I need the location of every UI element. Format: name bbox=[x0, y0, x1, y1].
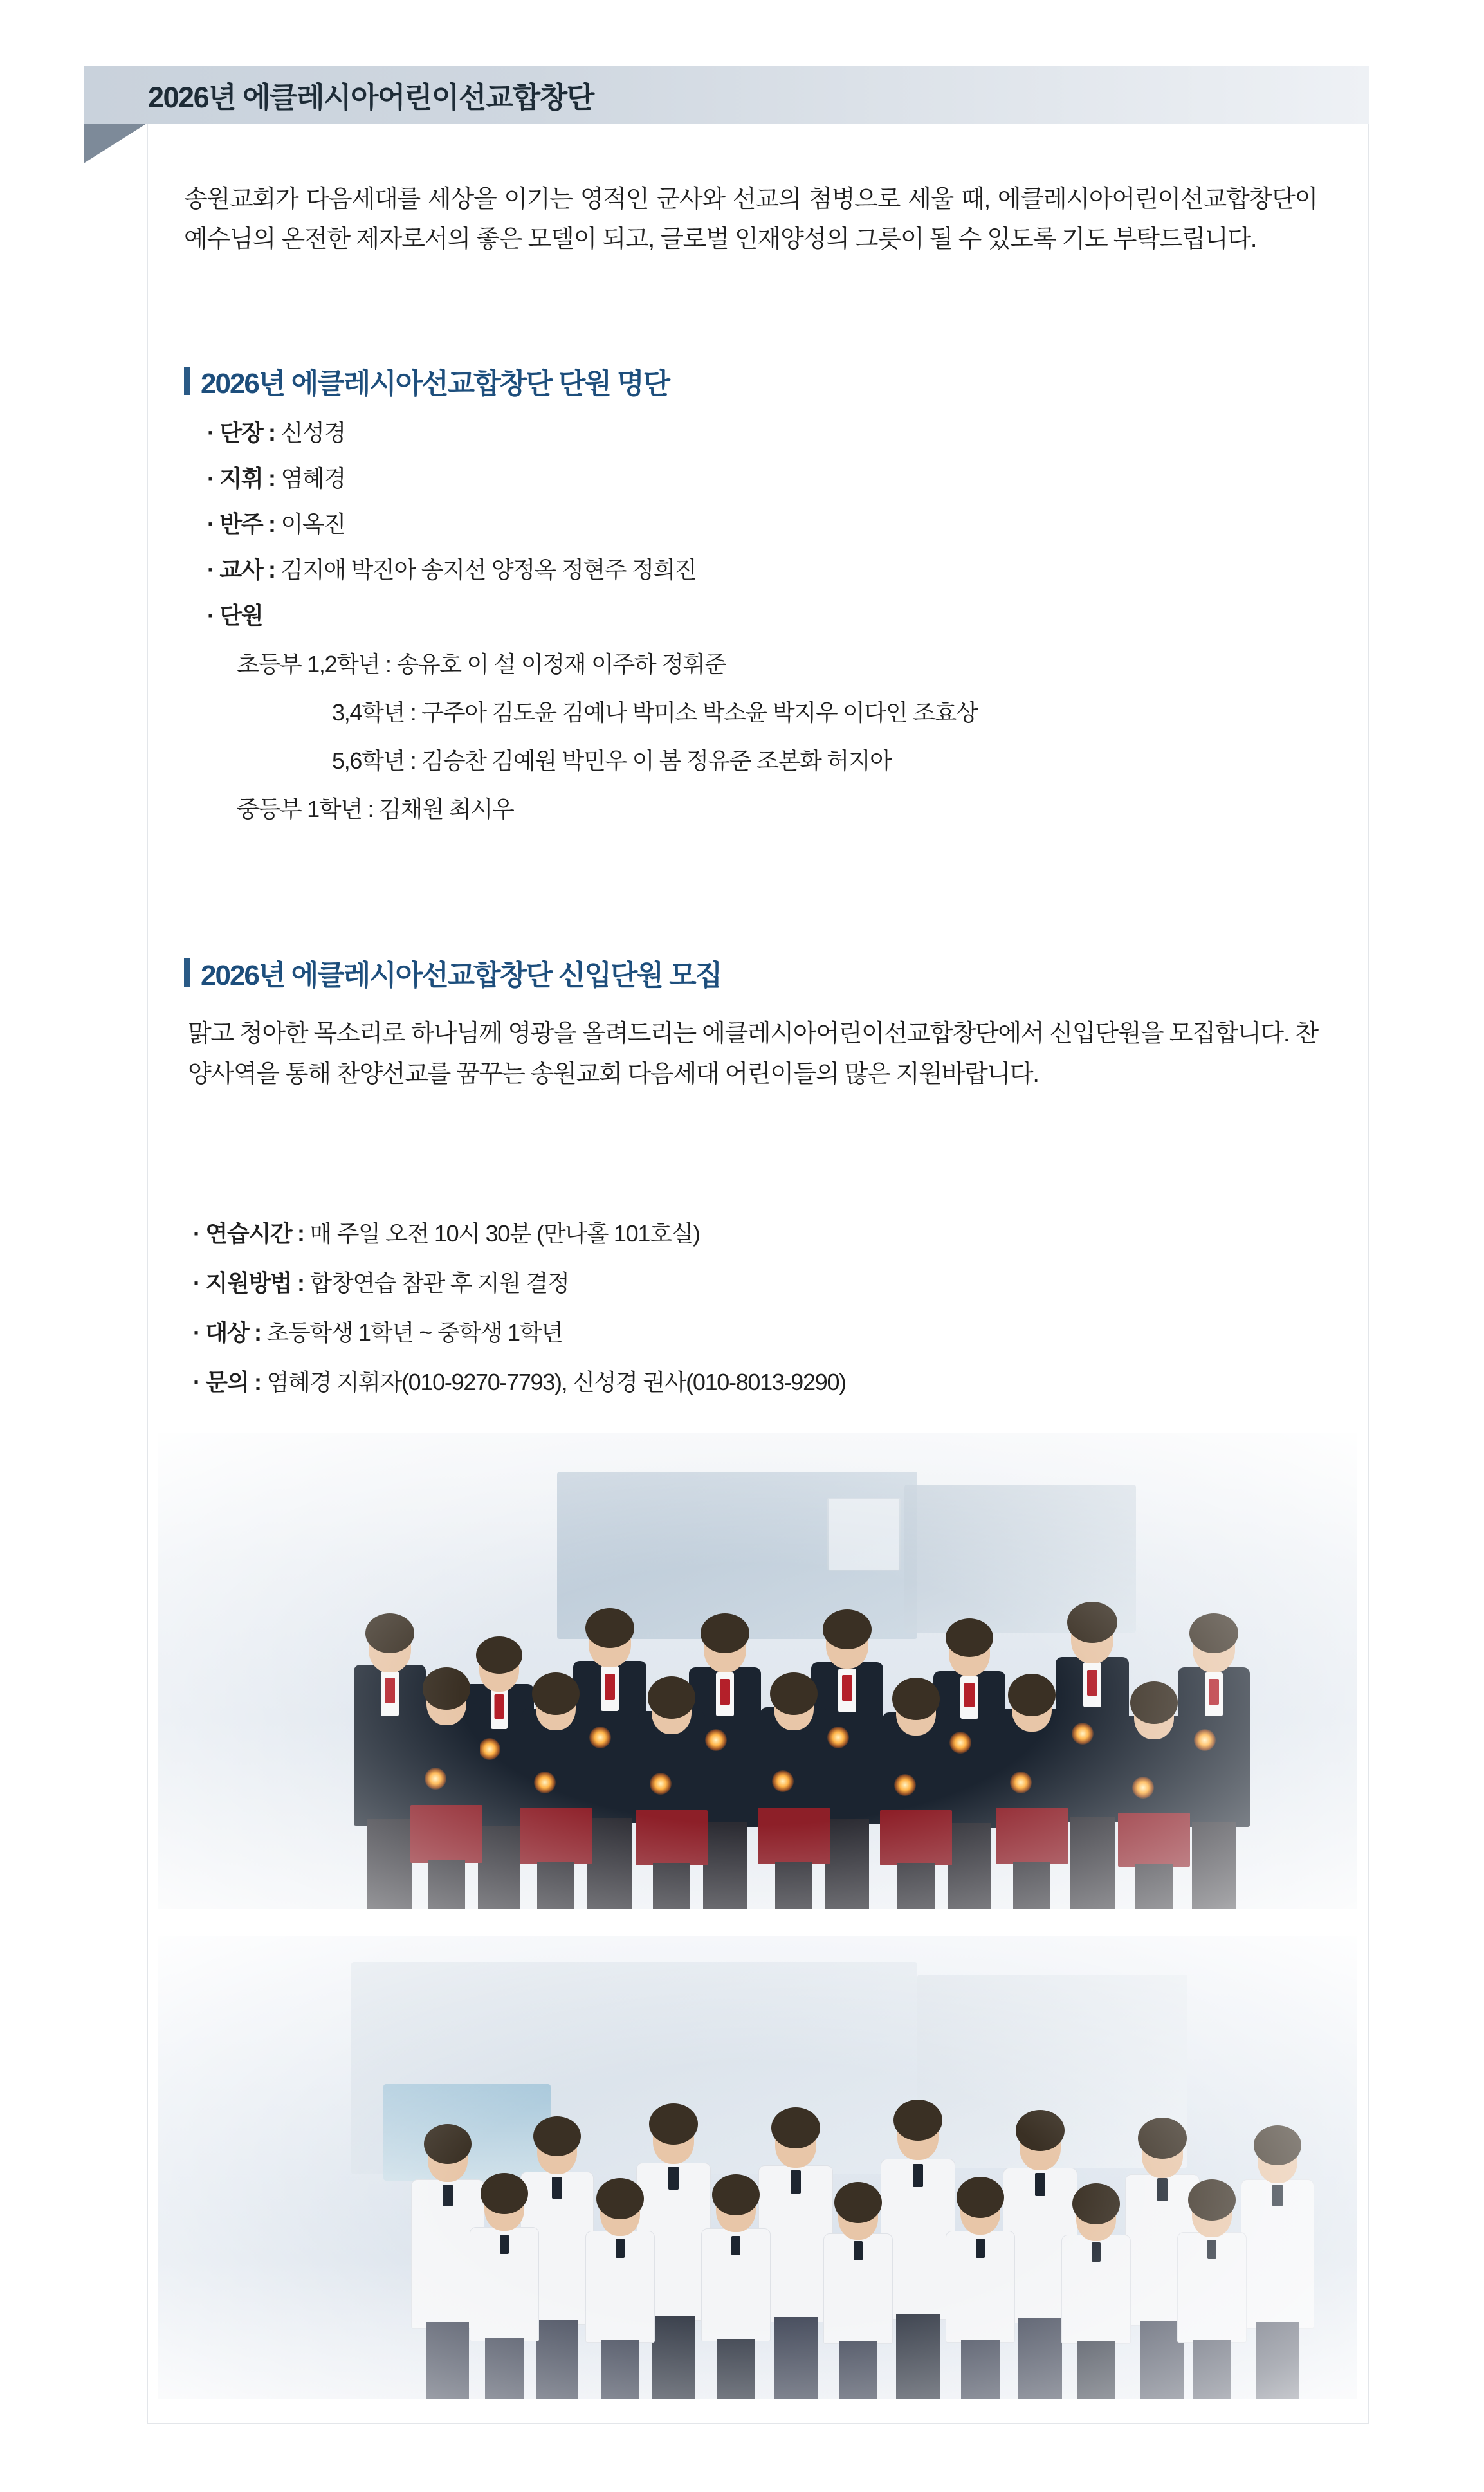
info-row bbox=[193, 1315, 1325, 1348]
roster-row-value: 신성경 bbox=[280, 419, 345, 446]
info-row-value: 매 주일 오전 10시 30분 (만나홀 101호실) bbox=[309, 1220, 700, 1247]
grade-line bbox=[237, 791, 1326, 824]
roster-row-label: · 단원 bbox=[207, 602, 263, 628]
info-row bbox=[193, 1364, 1325, 1397]
page-header bbox=[84, 66, 1369, 124]
roster-row bbox=[207, 555, 1326, 584]
grade-list bbox=[237, 646, 1326, 824]
roster-list bbox=[207, 418, 1326, 839]
grade-value: 송유호 이 설 이정재 이주하 정휘준 bbox=[396, 651, 726, 677]
heading-accent-bar bbox=[184, 367, 190, 395]
recruit-info-list bbox=[193, 1216, 1325, 1414]
info-row-value: 합창연습 참관 후 지원 결정 bbox=[309, 1270, 569, 1296]
roster-row-label: · 교사 : bbox=[207, 556, 275, 583]
recruit-heading-text: 2026년 에클레시아선교합창단 신입단원 모집 bbox=[201, 960, 722, 991]
roster-row bbox=[207, 509, 1326, 538]
grade-value: 구주아 김도윤 김예나 박미소 박소윤 박지우 이다인 조효상 bbox=[421, 699, 978, 726]
info-row-label: · 문의 : bbox=[193, 1369, 261, 1395]
grade-label: 중등부 1학년 : bbox=[237, 796, 374, 822]
info-row-value: 염혜경 지휘자(010-9270-7793), 신성경 권사(010-8013-9290) bbox=[266, 1369, 846, 1395]
grade-line bbox=[237, 743, 1326, 776]
grade-line bbox=[237, 695, 1326, 728]
recruit-section-heading bbox=[184, 952, 721, 993]
candlelight-performance-photo bbox=[158, 1433, 1357, 1909]
info-row bbox=[193, 1265, 1325, 1298]
choir-performance-photo bbox=[158, 1936, 1357, 2399]
info-row-label: · 연습시간 : bbox=[193, 1220, 304, 1247]
roster-row-value: 이옥진 bbox=[280, 511, 345, 537]
roster-row-value: 김지애 박진아 송지선 양정옥 정현주 정희진 bbox=[280, 556, 697, 583]
roster-row bbox=[207, 418, 1326, 447]
info-row-label: · 대상 : bbox=[193, 1319, 261, 1346]
roster-row-label: · 단장 : bbox=[207, 419, 275, 446]
roster-heading-text: 2026년 에클레시아선교합창단 단원 명단 bbox=[201, 368, 670, 399]
header-fold-corner bbox=[84, 124, 147, 163]
recruit-paragraph: 맑고 청아한 목소리로 하나님께 영광을 올려드리는 에클레시아어린이선교합창단에서 신입단원을 모집합니다. 찬양사역을 통해 찬양선교를 꿈꾸는 송원교회 다음세대 어린이들의 많은 지원바랍니다. bbox=[188, 1020, 1318, 1088]
page-title: 2026년 에클레시아어린이선교합창단 bbox=[148, 80, 594, 114]
grade-label: 5,6학년 : bbox=[332, 747, 416, 774]
roster-section-heading bbox=[184, 360, 669, 401]
grade-value: 김채원 최시우 bbox=[378, 796, 514, 822]
roster-row bbox=[207, 601, 1326, 630]
info-row-value: 초등학생 1학년 ~ 중학생 1학년 bbox=[266, 1319, 563, 1346]
info-row bbox=[193, 1216, 1325, 1249]
roster-row-label: · 반주 : bbox=[207, 511, 275, 537]
roster-row-value: 염혜경 bbox=[280, 465, 345, 491]
heading-accent-bar bbox=[184, 958, 190, 987]
intro-paragraph: 송원교회가 다음세대를 세상을 이기는 영적인 군사와 선교의 첨병으로 세울 때, 에클레시아어린이선교합창단이 예수님의 온전한 제자로서의 좋은 모델이 되고, 글로벌 인재양성의 그릇이 될 수 있도록 기도 부탁드립니다. bbox=[184, 186, 1317, 253]
photo-vignette bbox=[158, 1936, 1357, 2399]
grade-label: 3,4학년 : bbox=[332, 699, 416, 726]
info-row-label: · 지원방법 : bbox=[193, 1270, 304, 1296]
roster-row bbox=[207, 464, 1326, 493]
roster-row-label: · 지휘 : bbox=[207, 465, 275, 491]
photo-vignette bbox=[158, 1433, 1357, 1909]
grade-value: 김승찬 김예원 박민우 이 봄 정유준 조본화 허지아 bbox=[421, 747, 892, 774]
grade-label: 초등부 1,2학년 : bbox=[237, 651, 391, 677]
grade-line bbox=[237, 646, 1326, 679]
